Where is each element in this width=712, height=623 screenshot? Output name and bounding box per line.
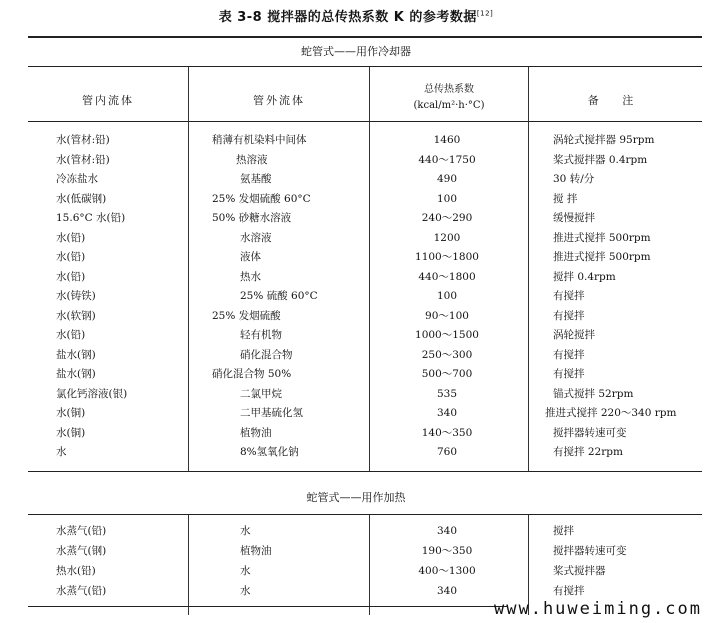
cell-outer: 水 <box>240 525 251 537</box>
cell-inner: 15.6°C 水(铅) <box>56 212 126 224</box>
cell-k: 240～290 <box>421 212 473 224</box>
cell-inner: 水蒸气(铅) <box>56 585 107 597</box>
cell-outer: 25% 硫酸 60°C <box>240 290 318 302</box>
section1-bottom-rule <box>28 471 702 472</box>
cell-inner: 冷冻盐水 <box>56 173 98 185</box>
cell-note: 搅拌 0.4rpm <box>553 270 616 283</box>
table-row <box>0 424 712 444</box>
table-row <box>0 326 712 346</box>
cell-note: 有搅拌 <box>553 309 585 322</box>
cell-outer: 25% 发烟硫酸 <box>212 309 281 322</box>
cell-outer: 硝化混合物 <box>240 348 293 361</box>
table-row <box>0 287 712 307</box>
cell-k: 100 <box>436 192 458 205</box>
cell-k: 760 <box>436 446 458 458</box>
cell-note: 搅 拌 <box>553 192 578 205</box>
cell-inner: 水(管材:铅) <box>56 153 110 166</box>
cell-inner: 水(管材:铅) <box>56 134 110 146</box>
cell-note: 有搅拌 <box>553 585 585 597</box>
header-rule <box>28 121 702 122</box>
table-row <box>0 522 712 542</box>
cell-outer: 25% 发烟硫酸 60°C <box>212 192 311 205</box>
table-row <box>0 307 712 327</box>
table-row <box>0 268 712 288</box>
cell-outer: 植物油 <box>240 426 272 439</box>
cell-outer: 稍薄有机染料中间体 <box>212 134 307 146</box>
cell-inner: 水(低碳钢) <box>56 192 107 205</box>
cell-note: 推进式搅拌 500rpm <box>553 231 651 244</box>
cell-outer: 50% 砂糖水溶液 <box>212 212 292 224</box>
cell-inner: 水(铅) <box>56 329 86 341</box>
table-row <box>0 151 712 171</box>
reference-mark: [12] <box>476 9 494 18</box>
table-row <box>0 248 712 268</box>
cell-inner: 水(铅) <box>56 251 86 263</box>
cell-outer: 硝化混合物 50% <box>212 368 292 380</box>
header-notes: 备 注 <box>587 94 644 107</box>
cell-note: 缓慢搅拌 <box>553 212 595 224</box>
table-row <box>0 170 712 190</box>
cell-k: 535 <box>436 387 458 400</box>
cell-note: 桨式搅拌器 0.4rpm <box>553 153 648 166</box>
section2-title: 蛇管式——用作加热 <box>306 491 406 504</box>
section2-title-rule <box>28 514 702 515</box>
cell-inner: 盐水(钢) <box>56 348 96 361</box>
cell-k: 1100～1800 <box>415 251 479 263</box>
cell-note: 有搅拌 <box>553 348 585 361</box>
cell-k: 100 <box>436 290 458 302</box>
cell-note: 涡轮式搅拌器 95rpm <box>553 134 655 146</box>
cell-k: 440～1750 <box>418 153 476 166</box>
cell-inner: 水(铜) <box>56 426 86 439</box>
cell-outer: 8%氢氧化钠 <box>240 446 299 458</box>
cell-inner: 氯化钙溶液(银) <box>56 387 128 400</box>
table-row <box>0 562 712 582</box>
cell-note: 搅拌器转速可变 <box>553 426 627 439</box>
cell-outer: 植物油 <box>240 545 272 557</box>
cell-inner: 水蒸气(铅) <box>56 525 107 537</box>
cell-outer: 二氯甲烷 <box>240 387 282 400</box>
cell-inner: 水(铅) <box>56 231 86 244</box>
cell-k: 440～1800 <box>418 270 476 283</box>
table-row <box>0 346 712 366</box>
cell-inner: 水蒸气(钢) <box>56 545 107 557</box>
cell-k: 340 <box>436 407 458 419</box>
header-k-unit: (kcal/m²·h·°C) <box>413 100 485 111</box>
cell-note: 涡轮搅拌 <box>553 329 595 341</box>
table-row <box>0 385 712 405</box>
cell-outer: 水 <box>240 585 251 597</box>
cell-k: 90～100 <box>425 309 469 322</box>
cell-k: 340 <box>436 585 458 597</box>
cell-note: 锚式搅拌 52rpm <box>553 387 634 400</box>
cell-outer: 液体 <box>240 251 261 263</box>
table-row <box>0 209 712 229</box>
cell-note: 有搅拌 <box>553 290 585 302</box>
cell-outer: 二甲基硫化氢 <box>240 407 303 419</box>
cell-note: 有搅拌 <box>553 368 585 380</box>
cell-inner: 水(软钢) <box>56 309 96 322</box>
cell-k: 400～1300 <box>418 565 476 577</box>
cell-inner: 水(铅) <box>56 270 86 283</box>
cell-inner: 热水(铅) <box>56 565 96 577</box>
cell-note: 搅拌 <box>553 525 574 537</box>
table-title <box>0 6 712 25</box>
cell-note: 有搅拌 22rpm <box>553 446 623 458</box>
cell-inner: 盐水(钢) <box>56 368 96 380</box>
cell-k: 140～350 <box>421 426 473 439</box>
table-row <box>0 365 712 385</box>
cell-inner: 水 <box>56 446 67 458</box>
cell-k: 500～700 <box>421 368 473 380</box>
cell-outer: 水 <box>240 565 251 577</box>
cell-outer: 热溶液 <box>236 153 268 166</box>
bottom-rule <box>28 606 508 607</box>
table-row <box>0 229 712 249</box>
cell-note: 30 转/分 <box>553 173 595 185</box>
cell-k: 490 <box>436 173 458 185</box>
cell-note: 推进式搅拌 500rpm <box>553 251 651 263</box>
watermark: www.huweiming.com <box>494 599 702 619</box>
cell-inner: 水(铜) <box>56 407 86 419</box>
cell-k: 1200 <box>433 231 461 244</box>
table-row <box>0 443 712 463</box>
table-row <box>0 131 712 151</box>
section1-title: 蛇管式——用作冷却器 <box>301 45 411 58</box>
header-k-label: 总传热系数 <box>424 84 474 95</box>
table-title-text: 表 3-8 搅拌器的总传热系数 K 的参考数据 <box>218 10 477 25</box>
cell-outer: 水溶液 <box>240 231 272 244</box>
table-row <box>0 542 712 562</box>
header-outer-fluid: 管外流体 <box>253 94 305 107</box>
cell-outer: 氨基酸 <box>240 173 272 185</box>
table-row <box>0 404 712 424</box>
table-row <box>0 190 712 210</box>
cell-k: 340 <box>436 525 458 537</box>
cell-note: 桨式搅拌器 <box>553 565 606 577</box>
header-inner-fluid: 管内流体 <box>82 94 134 107</box>
cell-k: 250～300 <box>421 348 473 361</box>
cell-outer: 轻有机物 <box>240 329 282 341</box>
section1-title-rule <box>28 66 702 67</box>
cell-k: 1460 <box>433 134 461 146</box>
cell-inner: 水(铸铁) <box>56 290 96 302</box>
cell-k: 190～350 <box>421 545 473 557</box>
cell-note: 搅拌器转速可变 <box>553 545 627 557</box>
cell-outer: 热水 <box>240 270 261 283</box>
cell-note: 推进式搅拌 220～340 rpm <box>545 407 677 419</box>
top-rule <box>28 36 702 38</box>
cell-k: 1000～1500 <box>415 329 479 341</box>
